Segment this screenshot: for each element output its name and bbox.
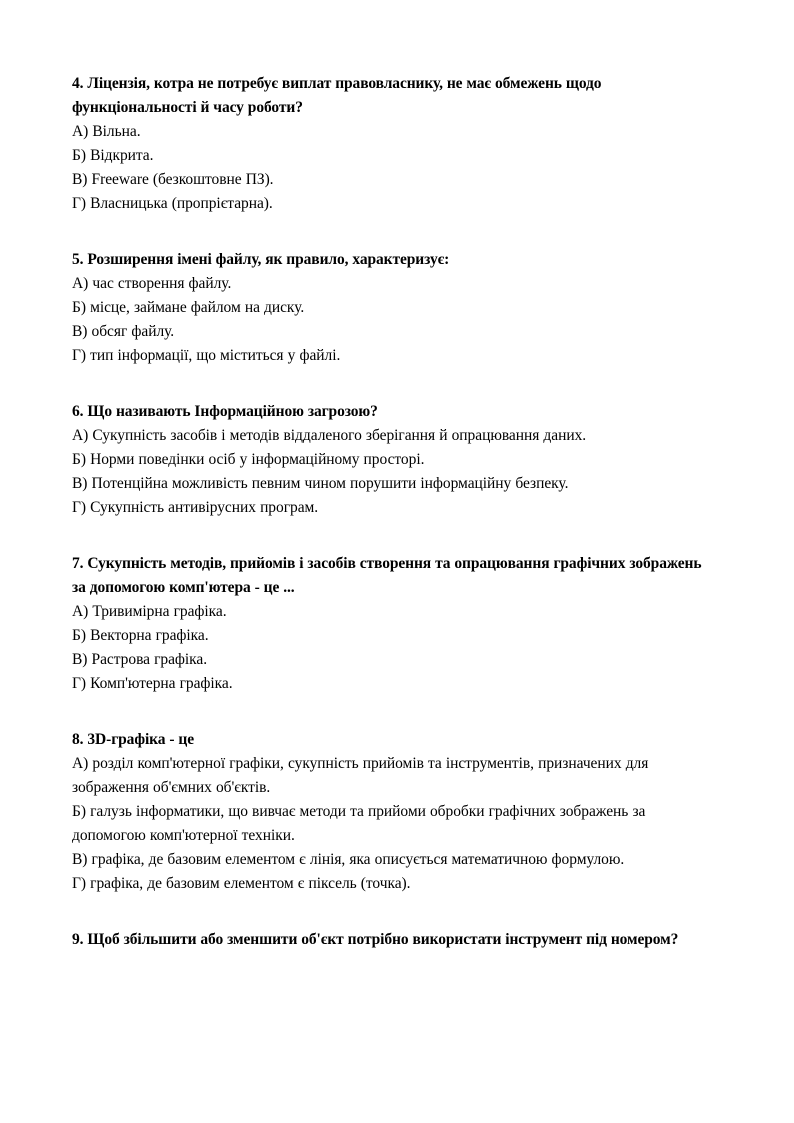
- answer-option: А) Сукупність засобів і методів віддаленого зберігання й опрацювання даних.: [72, 427, 587, 444]
- answer-option: Г) Власницька (пропрієтарна).: [72, 195, 273, 212]
- answer-list: [72, 600, 710, 696]
- answer-option: Б) Норми поведінки осіб у інформаційному просторі.: [72, 451, 425, 468]
- question-block-4: [72, 72, 710, 216]
- answer-option: А) Вільна.: [72, 123, 141, 140]
- answer-option: Г) тип інформації, що міститься у файлі.: [72, 347, 341, 364]
- answer-option: В) Freeware (безкоштовне ПЗ).: [72, 171, 274, 188]
- question-heading: 7. Сукупність методів, прийомів і засобів створення та опрацювання графічних зображень за допомогою комп'ютера - це ...: [72, 555, 702, 596]
- answer-option: Г) Комп'ютерна графіка.: [72, 675, 233, 692]
- question-block-5: [72, 248, 710, 368]
- question-block-9: [72, 928, 710, 952]
- question-block-7: [72, 552, 710, 696]
- answer-option: Б) Відкрита.: [72, 147, 154, 164]
- question-heading: 9. Щоб збільшити або зменшити об'єкт потрібно використати інструмент під номером?: [72, 931, 679, 948]
- answer-list: [72, 424, 710, 520]
- answer-option: А) Тривимірна графіка.: [72, 603, 227, 620]
- question-block-6: [72, 400, 710, 520]
- question-heading: 6. Що називають Інформаційною загрозою?: [72, 403, 378, 420]
- question-heading: 5. Розширення імені файлу, як правило, характеризує:: [72, 251, 450, 268]
- answer-option: А) час створення файлу.: [72, 275, 232, 292]
- answer-list: [72, 272, 710, 368]
- answer-option: В) Растрова графіка.: [72, 651, 208, 668]
- answer-option: Б) галузь інформатики, що вивчає методи та прийоми обробки графічних зображень за допомогою комп'ютерної техніки.: [72, 803, 646, 844]
- answer-option: А) розділ комп'ютерної графіки, сукупність прийомів та інструментів, призначених для зображення об'ємних об'єктів.: [72, 755, 649, 796]
- answer-list: [72, 120, 710, 216]
- question-block-8: [72, 728, 710, 896]
- answer-option: В) Потенційна можливість певним чином порушити інформаційну безпеку.: [72, 475, 569, 492]
- answer-option: Б) місце, займане файлом на диску.: [72, 299, 305, 316]
- answer-option: Г) графіка, де базовим елементом є піксель (точка).: [72, 875, 411, 892]
- answer-option: Б) Векторна графіка.: [72, 627, 209, 644]
- answer-option: В) обсяг файлу.: [72, 323, 175, 340]
- question-heading: 4. Ліцензія, котра не потребує виплат правовласнику, не має обмежень щодо функціональності й часу роботи?: [72, 75, 602, 116]
- answer-option: В) графіка, де базовим елементом є лінія, яка описується математичною формулою.: [72, 851, 625, 868]
- answer-list: [72, 752, 710, 896]
- answer-option: Г) Сукупність антивірусних програм.: [72, 499, 319, 516]
- question-heading: 8. 3D-графіка - це: [72, 731, 195, 748]
